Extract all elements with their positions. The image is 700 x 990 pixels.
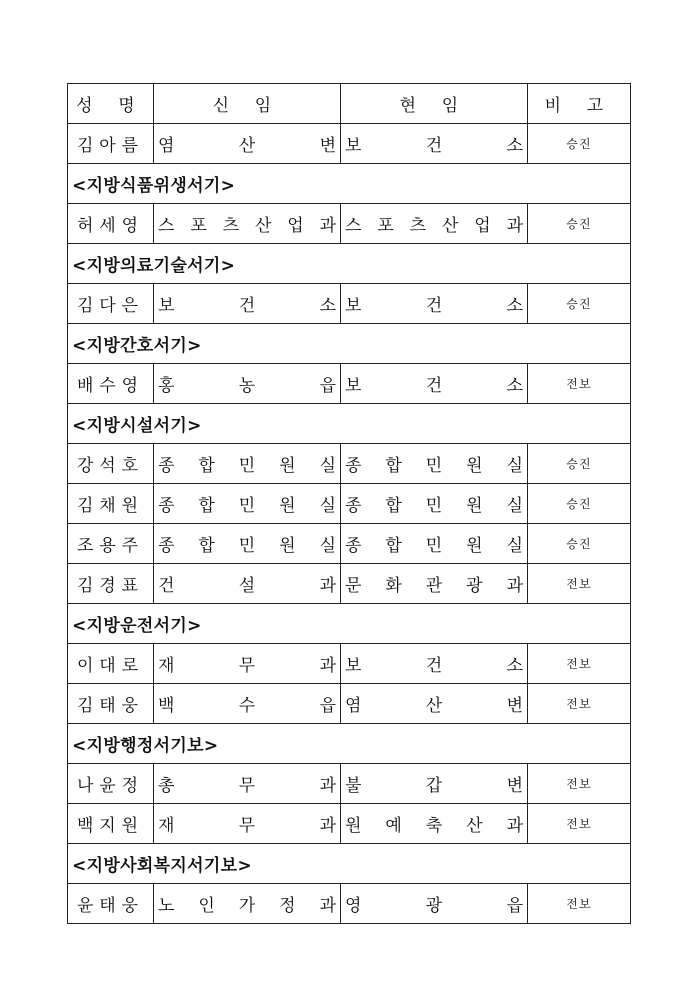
header-note: 비 고 bbox=[528, 84, 631, 124]
new-post-cell bbox=[154, 444, 341, 484]
note-cell: 전보 bbox=[528, 644, 631, 684]
table-row bbox=[68, 484, 631, 524]
section-row bbox=[68, 724, 631, 764]
section-title: <지방행정서기보> bbox=[68, 724, 631, 764]
new-post: 재 무 과 bbox=[158, 656, 336, 676]
section-row bbox=[68, 244, 631, 284]
new-post: 종 합 민 원 실 bbox=[158, 496, 336, 516]
new-post: 스 포 츠 산 업 과 bbox=[158, 216, 336, 236]
section-title: <지방운전서기> bbox=[68, 604, 631, 644]
current-post-cell bbox=[341, 524, 528, 564]
current-post-cell bbox=[341, 364, 528, 404]
new-post-cell bbox=[154, 364, 341, 404]
header-row bbox=[68, 84, 631, 124]
section-title: <지방시설서기> bbox=[68, 404, 631, 444]
current-post: 보 건 소 bbox=[345, 136, 523, 156]
table-row bbox=[68, 204, 631, 244]
note-cell: 전보 bbox=[528, 804, 631, 844]
note-cell: 전보 bbox=[528, 564, 631, 604]
current-post-cell bbox=[341, 764, 528, 804]
note-cell: 승진 bbox=[528, 204, 631, 244]
table-row bbox=[68, 884, 631, 924]
note-cell: 전보 bbox=[528, 684, 631, 724]
table-row bbox=[68, 804, 631, 844]
current-post-cell bbox=[341, 444, 528, 484]
current-post-cell bbox=[341, 804, 528, 844]
new-post-cell bbox=[154, 884, 341, 924]
current-post: 문 화 관 광 과 bbox=[345, 576, 523, 596]
note-cell: 전보 bbox=[528, 764, 631, 804]
new-post: 보 건 소 bbox=[158, 296, 336, 316]
header-name: 성 명 bbox=[68, 84, 154, 124]
note-cell: 승진 bbox=[528, 484, 631, 524]
person-name: 조용주 bbox=[68, 524, 154, 564]
current-post: 염 산 변 bbox=[345, 696, 523, 716]
current-post-cell bbox=[341, 484, 528, 524]
current-post-cell bbox=[341, 564, 528, 604]
person-name: 윤태웅 bbox=[68, 884, 154, 924]
current-post: 보 건 소 bbox=[345, 376, 523, 396]
table-row bbox=[68, 524, 631, 564]
new-post: 홍 농 읍 bbox=[158, 376, 336, 396]
current-post: 원 예 축 산 과 bbox=[345, 816, 523, 836]
current-post: 불 갑 변 bbox=[345, 776, 523, 796]
personnel-table bbox=[67, 83, 631, 924]
person-name: 배수영 bbox=[68, 364, 154, 404]
new-post: 노 인 가 정 과 bbox=[158, 896, 336, 916]
table-row bbox=[68, 564, 631, 604]
table-row bbox=[68, 644, 631, 684]
current-post: 스 포 츠 산 업 과 bbox=[345, 216, 523, 236]
person-name: 김태웅 bbox=[68, 684, 154, 724]
current-post: 종 합 민 원 실 bbox=[345, 456, 523, 476]
table-row bbox=[68, 764, 631, 804]
section-row bbox=[68, 164, 631, 204]
new-post-cell bbox=[154, 564, 341, 604]
new-post: 총 무 과 bbox=[158, 776, 336, 796]
table-body bbox=[68, 124, 631, 924]
current-post: 보 건 소 bbox=[345, 296, 523, 316]
table-row bbox=[68, 124, 631, 164]
person-name: 김채원 bbox=[68, 484, 154, 524]
person-name: 나윤정 bbox=[68, 764, 154, 804]
new-post-cell bbox=[154, 124, 341, 164]
new-post: 종 합 민 원 실 bbox=[158, 536, 336, 556]
section-title: <지방의료기술서기> bbox=[68, 244, 631, 284]
note-cell: 승진 bbox=[528, 444, 631, 484]
section-row bbox=[68, 604, 631, 644]
person-name: 김경표 bbox=[68, 564, 154, 604]
person-name: 이대로 bbox=[68, 644, 154, 684]
table-row bbox=[68, 444, 631, 484]
note-cell: 승진 bbox=[528, 524, 631, 564]
new-post-cell bbox=[154, 644, 341, 684]
new-post-cell bbox=[154, 204, 341, 244]
new-post-cell bbox=[154, 684, 341, 724]
new-post: 염 산 변 bbox=[158, 136, 336, 156]
person-name: 김아름 bbox=[68, 124, 154, 164]
note-cell: 전보 bbox=[528, 884, 631, 924]
person-name: 허세영 bbox=[68, 204, 154, 244]
section-row bbox=[68, 404, 631, 444]
note-cell: 승진 bbox=[528, 284, 631, 324]
current-post: 종 합 민 원 실 bbox=[345, 496, 523, 516]
section-title: <지방간호서기> bbox=[68, 324, 631, 364]
new-post: 종 합 민 원 실 bbox=[158, 456, 336, 476]
new-post: 백 수 읍 bbox=[158, 696, 336, 716]
current-post-cell bbox=[341, 204, 528, 244]
current-post-cell bbox=[341, 644, 528, 684]
note-cell: 승진 bbox=[528, 124, 631, 164]
new-post: 재 무 과 bbox=[158, 816, 336, 836]
new-post-cell bbox=[154, 804, 341, 844]
section-title: <지방사회복지서기보> bbox=[68, 844, 631, 884]
header-current-post: 현 임 bbox=[341, 84, 528, 124]
person-name: 백지원 bbox=[68, 804, 154, 844]
section-row bbox=[68, 324, 631, 364]
table-row bbox=[68, 364, 631, 404]
current-post-cell bbox=[341, 284, 528, 324]
table-row bbox=[68, 684, 631, 724]
table-row bbox=[68, 284, 631, 324]
current-post: 보 건 소 bbox=[345, 656, 523, 676]
current-post-cell bbox=[341, 684, 528, 724]
current-post: 종 합 민 원 실 bbox=[345, 536, 523, 556]
section-row bbox=[68, 844, 631, 884]
current-post-cell bbox=[341, 884, 528, 924]
new-post: 건 설 과 bbox=[158, 576, 336, 596]
header-new-post: 신 임 bbox=[154, 84, 341, 124]
person-name: 강석호 bbox=[68, 444, 154, 484]
note-cell: 전보 bbox=[528, 364, 631, 404]
section-title: <지방식품위생서기> bbox=[68, 164, 631, 204]
new-post-cell bbox=[154, 284, 341, 324]
new-post-cell bbox=[154, 764, 341, 804]
person-name: 김다은 bbox=[68, 284, 154, 324]
current-post-cell bbox=[341, 124, 528, 164]
new-post-cell bbox=[154, 524, 341, 564]
new-post-cell bbox=[154, 484, 341, 524]
current-post: 영 광 읍 bbox=[345, 896, 523, 916]
